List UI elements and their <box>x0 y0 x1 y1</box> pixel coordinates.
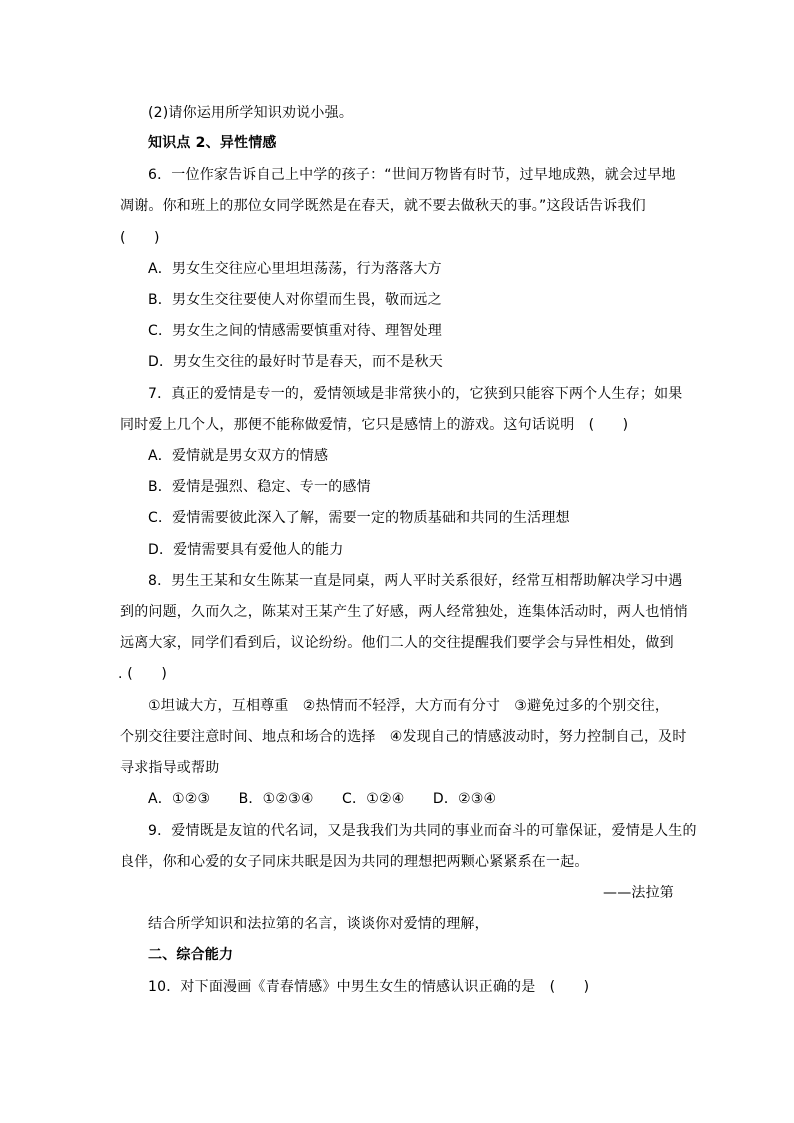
section-heading-kp2: 知识点 2、异性情感 <box>148 135 277 151</box>
q6-option-a: A．男女生交往应心里坦坦荡荡，行为落落大方 <box>148 261 442 277</box>
q6-stem-line1: 6．一位作家告诉自己上中学的孩子：“世间万物皆有时节，过早地成熟，就会过早地 <box>148 167 676 183</box>
q6-option-b: B．男女生交往要使人对你望而生畏，敬而远之 <box>148 292 442 308</box>
q9-quote-line2: 良伴，你和心爱的女子同床共眠是因为共同的理想把两颗心紧紧系在一起。 <box>120 854 589 870</box>
q6-option-d: D．男女生交往的最好时节是春天，而不是秋天 <box>148 354 443 370</box>
q7-option-a: A．爱情就是男女双方的情感 <box>148 448 329 464</box>
q8-items-line1: ①坦诚大方，互相尊重 ②热情而不轻浮，大方而有分寸 ③避免过多的个别交往， <box>148 698 670 714</box>
q7-stem-line1: 7．真正的爱情是专一的，爱情领域是非常狭小的，它狭到只能容下两个人生存；如果 <box>148 386 683 402</box>
section-heading-2: 二、综合能力 <box>148 947 234 963</box>
q9-attribution: ——法拉第 <box>603 885 674 901</box>
q6-option-c: C．男女生之间的情感需要慎重对待、理智处理 <box>148 323 442 339</box>
q8-options: A．①②③ B．①②③④ C．①②④ D．②③④ <box>148 791 497 807</box>
q8-items-line3: 寻求指导或帮助 <box>120 760 220 776</box>
q8-items-line2: 个别交往要注意时间、地点和场合的选择 ④发现自己的情感波动时，努力控制自己，及时 <box>120 729 687 745</box>
q8-stem-line2: 到的问题，久而久之，陈某对王某产生了好感，两人经常独处，连集体活动时，两人也悄悄 <box>120 604 688 620</box>
q6-stem-line2: 凋谢。你和班上的那位女同学既然是在春天，就不要去做秋天的事。”这段话告诉我们 <box>120 198 646 214</box>
q8-stem-line1: 8．男生王某和女生陈某一直是同桌，两人平时关系很好，经常互相帮助解决学习中遇 <box>148 573 683 589</box>
q7-stem-line2: 同时爱上几个人，那便不能称做爱情，它只是感情上的游戏。这句话说明 ( ) <box>120 417 629 433</box>
q7-option-b: B．爱情是强烈、稳定、专一的感情 <box>148 479 371 495</box>
q8-stem-line3: 远离大家，同学们看到后，议论纷纷。他们二人的交往提醒我们要学会与异性相处，做到 <box>120 635 674 651</box>
q7-option-d: D．爱情需要具有爱他人的能力 <box>148 542 344 558</box>
q7-option-c: C．爱情需要彼此深入了解，需要一定的物质基础和共同的生活理想 <box>148 510 570 526</box>
q9-quote-line1: 9．爱情既是友谊的代名词，又是我我们为共同的事业而奋斗的可靠保证，爱情是人生的 <box>148 823 697 839</box>
q9-task: 结合所学知识和法拉第的名言，谈谈你对爱情的理解， <box>148 916 489 932</box>
q6-answer-blank: ( ) <box>120 230 160 246</box>
q5-sub2: (2)请你运用所学知识劝说小强。 <box>148 105 354 121</box>
q8-answer-blank: . ( ) <box>118 666 168 682</box>
q10-stem: 10．对下面漫画《青春情感》中男生女生的情感认识正确的是 ( ) <box>148 979 590 995</box>
